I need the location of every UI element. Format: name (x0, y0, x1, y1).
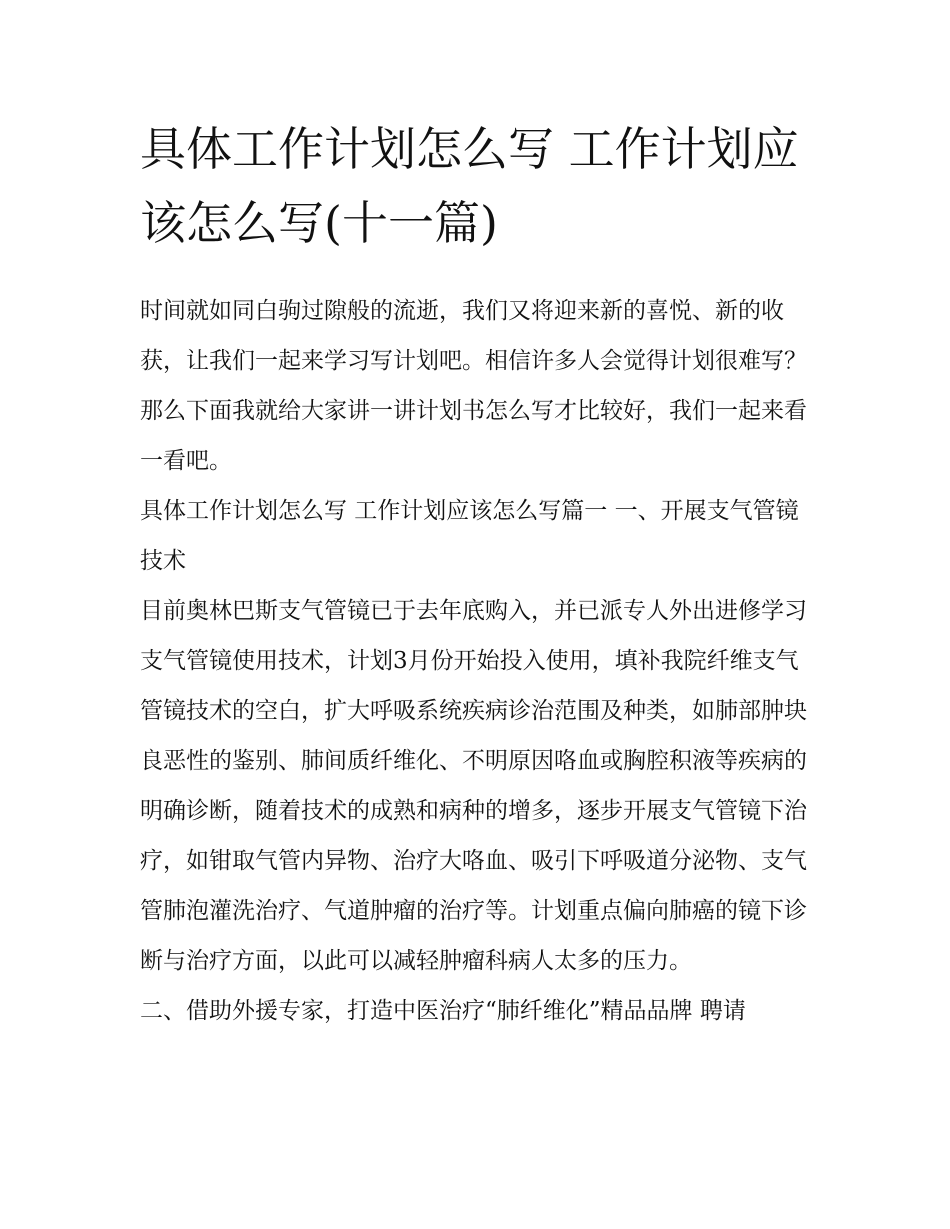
section-one-heading: 具体工作计划怎么写 工作计划应该怎么写篇一 一、开展支气管镜技术 (140, 498, 799, 574)
section-two-heading: 二、借助外援专家，打造中医治疗“肺纤维化”精品品牌 聘请 (140, 998, 746, 1024)
document-title: 具体工作计划怎么写 工作计划应该怎么写(十一篇) (140, 122, 799, 250)
intro-paragraph: 时间就如同白驹过隙般的流逝，我们又将迎来新的喜悦、新的收获，让我们一起来学习写计划吧。相信许多人会觉得计划很难写？那么下面我就给大家讲一讲计划书怎么写才比较好，我们一起来看一看吧。 (140, 298, 807, 474)
document-page (140, 112, 820, 1036)
section-one-body: 目前奥林巴斯支气管镜已于去年底购入，并已派专人外出进修学习支气管镜使用技术，计划3月份开始投入使用，填补我院纤维支气管镜技术的空白，扩大呼吸系统疾病诊治范围及种类，如肺部肿块良恶性的鉴别、肺间质纤维化、不明原因咯血或胸腔积液等疾病的明确诊断，随着技术的成熟和病种的增多，逐步开展支气管镜下治疗，如钳取气管内异物、治疗大咯血、吸引下呼吸道分泌物、支气管肺泡灌洗治疗、气道肿瘤的治疗等。计划重点偏向肺癌的镜下诊断与治疗方面，以此可以减轻肿瘤科病人太多的压力。 (140, 598, 807, 974)
